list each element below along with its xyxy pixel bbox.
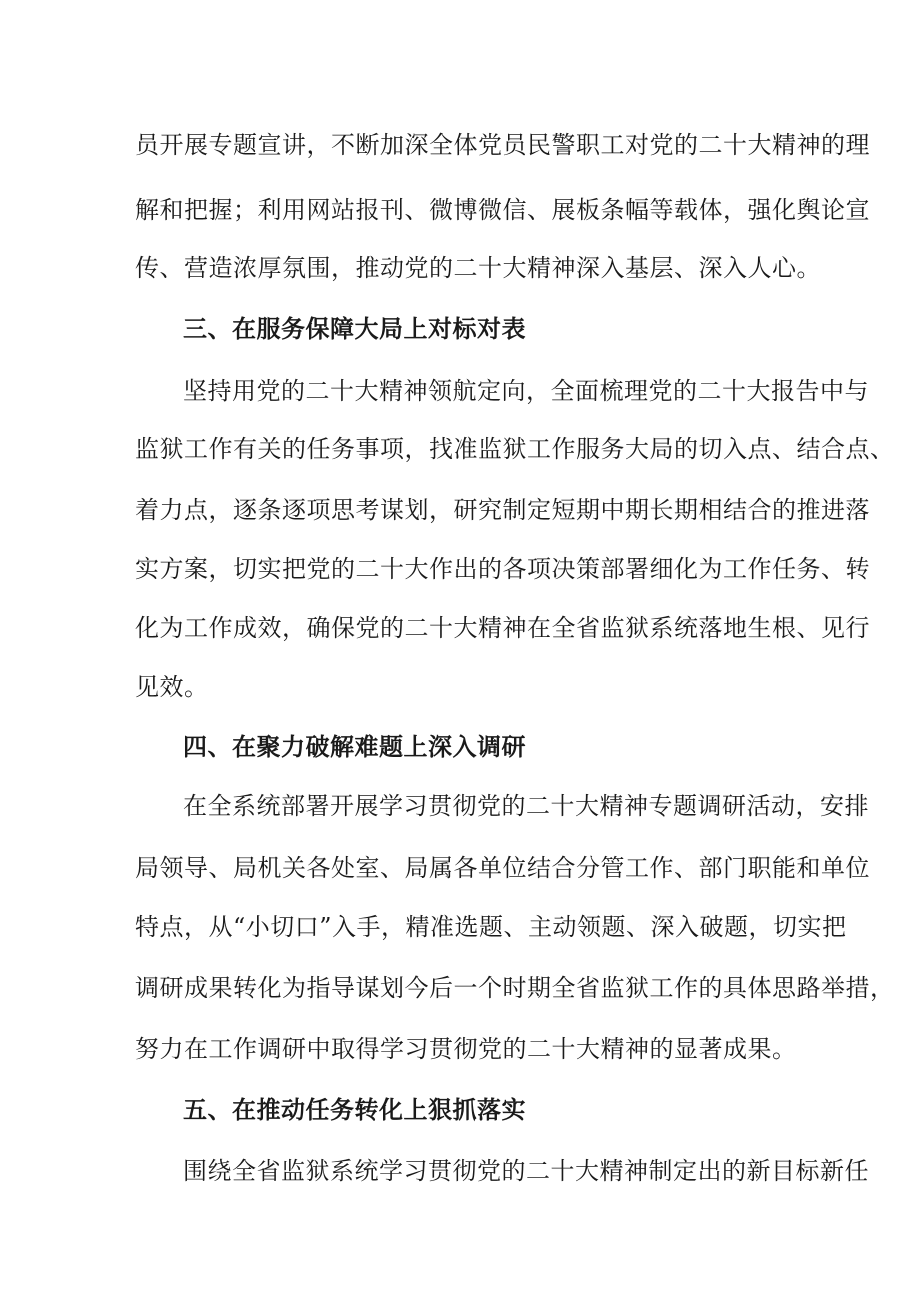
paragraph-line: 局领导、局机关各处室、局属各单位结合分管工作、部门职能和单位	[135, 854, 870, 882]
paragraph-line: 传、营造浓厚氛围，推动党的二十大精神深入基层、深入人心。	[135, 254, 821, 282]
paragraph-line: 员开展专题宣讲，不断加深全体党员民警职工对党的二十大精神的理	[135, 131, 870, 159]
section-heading-5: 五、在推动任务转化上狠抓落实	[183, 1096, 526, 1124]
paragraph-line: 调研成果转化为指导谋划今后一个时期全省监狱工作的具体思路举措，	[135, 974, 895, 1002]
paragraph-line: 化为工作成效，确保党的二十大精神在全省监狱系统落地生根、见行	[135, 614, 870, 642]
paragraph-line: 在全系统部署开展学习贯彻党的二十大精神专题调研活动，安排	[183, 792, 869, 820]
paragraph-line: 监狱工作有关的任务事项，找准监狱工作服务大局的切入点、结合点、	[135, 435, 895, 463]
section-heading-3: 三、在服务保障大局上对标对表	[183, 315, 526, 343]
paragraph-line: 努力在工作调研中取得学习贯彻党的二十大精神的显著成果。	[135, 1035, 797, 1063]
paragraph-line: 坚持用党的二十大精神领航定向，全面梳理党的二十大报告中与	[183, 377, 869, 405]
paragraph-line: 解和把握；利用网站报刊、微博微信、展板条幅等载体，强化舆论宣	[135, 196, 870, 224]
paragraph-line: 实方案，切实把党的二十大作出的各项决策部署细化为工作任务、转	[135, 555, 870, 583]
paragraph-line: 特点，从“小切口”入手，精准选题、主动领题、深入破题，切实把	[135, 913, 847, 941]
section-heading-4: 四、在聚力破解难题上深入调研	[183, 733, 526, 761]
paragraph-line: 着力点，逐条逐项思考谋划，研究制定短期中期长期相结合的推进落	[135, 496, 870, 524]
paragraph-line: 围绕全省监狱系统学习贯彻党的二十大精神制定出的新目标新任	[183, 1157, 869, 1185]
paragraph-line: 见效。	[135, 673, 209, 701]
